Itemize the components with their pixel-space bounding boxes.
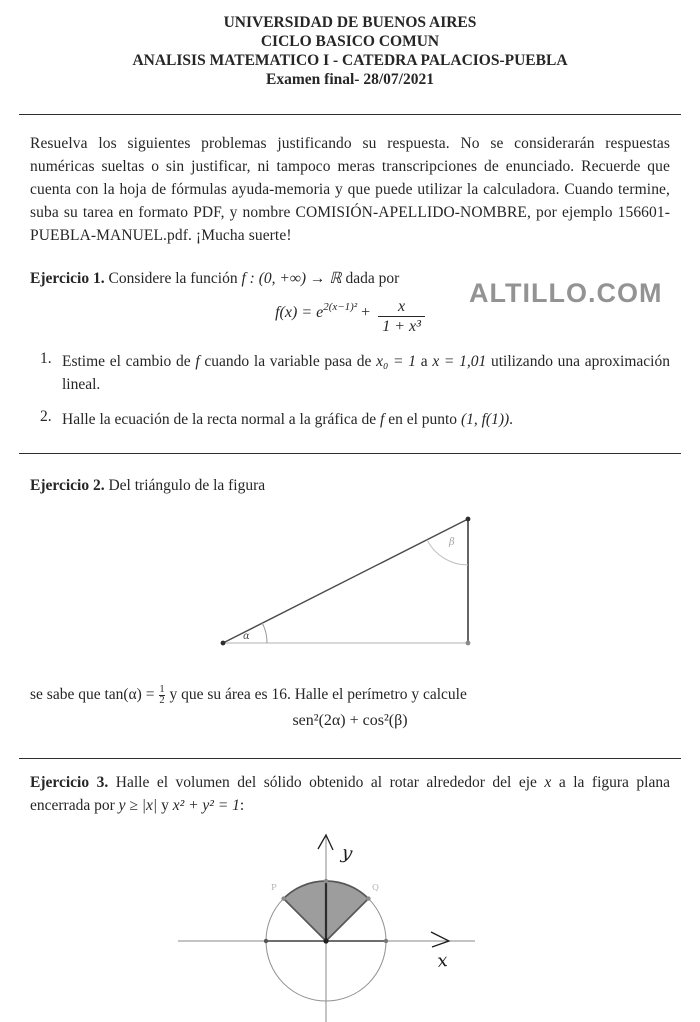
instructions-paragraph: Resuelva los siguientes problemas justificando su respuesta. No se considerarán respuestas numéricas sueltas o sin justificar, ni tampoco meras transcripciones de enunciado. Recuerde que cuenta con la hoja de fórmulas ayuda-memoria y que puede utilizar la calculadora. Cuando termine, suba su tarea en formato PDF, y nombre COMISIÓN-APELLIDO-NOMBRE, por ejemplo 156601-PUEBLA-MANUEL.pdf. ¡Mucha suerte! bbox=[30, 135, 670, 244]
p-point-label: P bbox=[271, 883, 277, 893]
ejercicio3-text-segment: : bbox=[239, 797, 245, 814]
ejercicio1-item-list bbox=[40, 350, 670, 431]
ejercicio1-intro-post: dada por bbox=[341, 270, 400, 287]
circle-left-dot bbox=[264, 939, 268, 943]
ejercicio3-math-segment: y ≥ |x| bbox=[118, 797, 158, 814]
circle-right-dot bbox=[384, 939, 388, 943]
ejercicio2-intro: Del triángulo de la figura bbox=[104, 477, 266, 494]
ejercicio3-math-segment: x² + y² = 1 bbox=[172, 797, 240, 814]
x-axis-label: x bbox=[436, 950, 449, 972]
ejercicio2-formula: sen²(2α) + cos²(β) bbox=[292, 712, 408, 729]
ejercicio2-heading bbox=[30, 474, 670, 497]
list-item bbox=[40, 350, 670, 396]
item-math-segment: x = 1,01 bbox=[432, 353, 487, 370]
formula-lhs: f(x) = e bbox=[275, 304, 324, 321]
ejercicio2-line-pre: se sabe que tan(α) = bbox=[30, 686, 159, 703]
item-math-segment: x₀ = 1 bbox=[376, 353, 416, 370]
document-header bbox=[0, 0, 700, 89]
fraction-numerator: x bbox=[397, 298, 406, 315]
x-axis-arrowhead-icon bbox=[431, 932, 449, 947]
header-university: UNIVERSIDAD DE BUENOS AIRES bbox=[223, 14, 477, 31]
item-text-segment: Halle la ecuación de la recta normal a la gráfica de bbox=[62, 411, 380, 428]
ejercicio1-intro-pre: Considere la función bbox=[104, 270, 242, 287]
alpha-label: α bbox=[243, 631, 250, 642]
item-text-segment: . bbox=[509, 411, 514, 428]
circle-figure bbox=[150, 824, 500, 1022]
header-course: ANALISIS MATEMATICO I - CATEDRA PALACIOS-PUEBLA bbox=[132, 52, 568, 69]
beta-angle-arc bbox=[427, 540, 468, 565]
item-text-segment: a bbox=[415, 353, 433, 370]
origin-dot bbox=[323, 938, 328, 943]
item-text bbox=[62, 408, 670, 431]
ejercicio3-text-segment: Halle el volumen del sólido obtenido al rotar alrededor del eje bbox=[115, 774, 545, 791]
formula-fraction bbox=[378, 298, 425, 336]
item-text-segment: Estime el cambio de bbox=[62, 353, 196, 370]
item-number: 2. bbox=[40, 408, 52, 425]
point-p-dot bbox=[281, 896, 285, 900]
vertex-dot-bottom-left bbox=[221, 641, 226, 646]
vertex-dot-bottom-right bbox=[466, 641, 471, 646]
small-fraction-denominator: 2 bbox=[159, 695, 165, 706]
item-number: 1. bbox=[40, 350, 52, 367]
header-department: CICLO BASICO COMUN bbox=[260, 33, 440, 50]
ejercicio2-label: Ejercicio 2. bbox=[30, 477, 105, 494]
item-text-segment: utilizando una aproximación lineal. bbox=[62, 353, 670, 393]
altillo-watermark: ALTILLO.COM bbox=[469, 278, 663, 308]
vertex-dot-top-right bbox=[466, 517, 471, 522]
formula-exponent: 2(x−1)² bbox=[323, 301, 358, 313]
formula-plus: + bbox=[357, 304, 375, 321]
item-math-segment: f bbox=[195, 353, 200, 370]
alpha-angle-arc bbox=[262, 623, 267, 643]
item-text-segment: cuando la variable pasa de bbox=[199, 353, 377, 370]
ejercicio3-text-segment: a la figura plana encerrada por bbox=[30, 774, 670, 814]
y-axis-label: y bbox=[340, 842, 354, 865]
ejercicio3-text-segment: y bbox=[157, 797, 173, 814]
item-math-segment: (1, f(1)) bbox=[460, 411, 510, 428]
item-text-segment: en el punto bbox=[384, 411, 461, 428]
one-half-fraction bbox=[159, 685, 164, 706]
q-point-label: Q bbox=[372, 883, 379, 893]
ejercicio2-line-post: y que su área es 16. Halle el perímetro y calcule bbox=[165, 686, 467, 703]
ejercicio1-intro-math: f : (0, +∞) → ℝ bbox=[241, 270, 342, 287]
fraction-denominator: 1 + x³ bbox=[378, 316, 425, 336]
horizontal-rule-middle bbox=[19, 453, 681, 454]
small-fraction-numerator: 1 bbox=[159, 684, 165, 695]
header-exam-date: Examen final- 28/07/2021 bbox=[266, 71, 434, 88]
ejercicio1-label: Ejercicio 1. bbox=[30, 270, 105, 287]
point-q-dot bbox=[366, 896, 370, 900]
ejercicio3-math-segment: x bbox=[544, 774, 552, 791]
ejercicio3-heading bbox=[30, 771, 670, 817]
circle-top-dot bbox=[324, 879, 328, 883]
list-item bbox=[40, 408, 670, 431]
ejercicio3-label: Ejercicio 3. bbox=[30, 774, 109, 791]
triangle-figure bbox=[185, 511, 485, 661]
beta-label: β bbox=[449, 537, 455, 548]
ejercicio2-statement bbox=[30, 683, 670, 706]
horizontal-rule-top bbox=[19, 114, 681, 115]
triangle-hypotenuse-line bbox=[223, 519, 468, 643]
horizontal-rule-bottom bbox=[19, 758, 681, 759]
item-math-segment: f bbox=[380, 411, 385, 428]
item-text bbox=[62, 350, 670, 396]
